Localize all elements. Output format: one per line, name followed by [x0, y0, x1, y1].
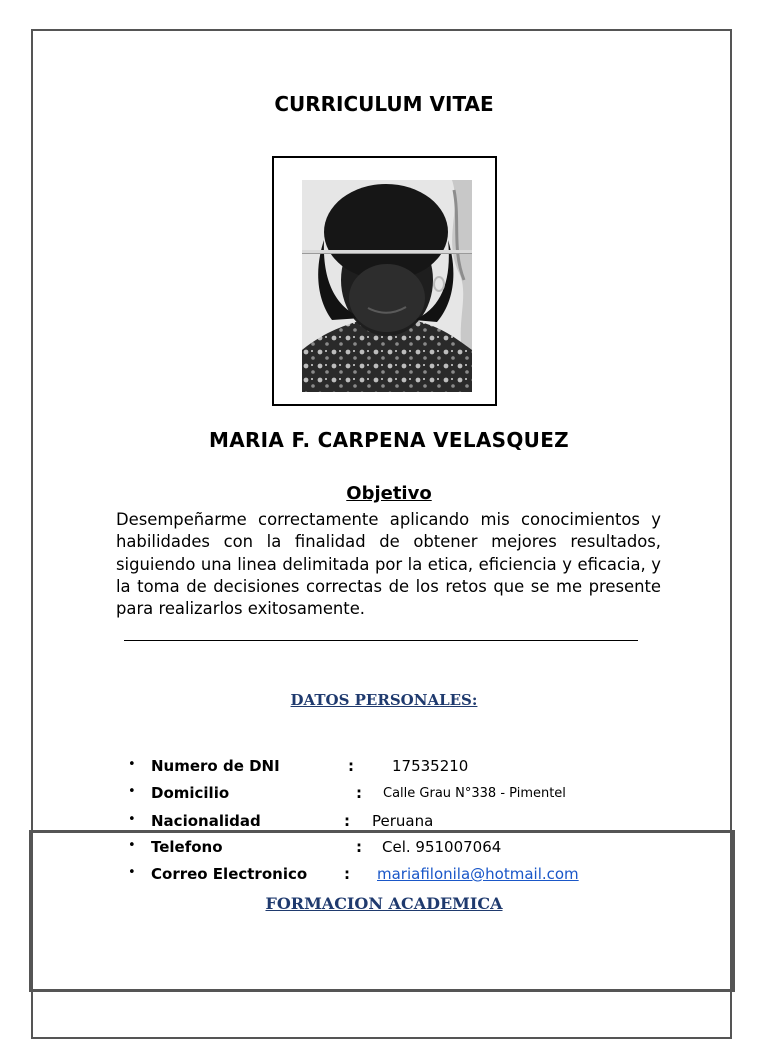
divider-line — [124, 640, 638, 641]
bullet-icon: • — [128, 812, 136, 827]
list-item-address — [0, 784, 768, 808]
dni-colon: : — [348, 757, 354, 775]
dni-label: Numero de DNI — [151, 757, 280, 775]
email-link[interactable]: mariafilonila@hotmail.com — [377, 865, 579, 883]
objective-heading: Objetivo — [346, 483, 432, 504]
bullet-icon: • — [128, 784, 136, 799]
dni-value: 17535210 — [392, 757, 469, 775]
email-label: Correo Electronico — [151, 865, 308, 883]
phone-label: Telefono — [151, 838, 223, 856]
phone-colon: : — [356, 838, 362, 856]
nationality-colon: : — [344, 812, 350, 830]
objective-text: Desempeñarme correctamente aplicando mis conocimientos y habilidades con la finalidad de obtener mejores resultados, siguiendo una linea delimitada por la etica, eficiencia y eficacia, y la toma de decisiones correctas de los retos que se me presente para realizarlos exitosamente. — [116, 510, 661, 619]
list-item-dni — [0, 757, 768, 781]
address-label: Domicilio — [151, 784, 230, 802]
profile-photo — [302, 180, 472, 392]
bullet-icon: • — [128, 865, 136, 880]
candidate-name: MARIA F. CARPENA VELASQUEZ — [209, 428, 569, 452]
address-value: Calle Grau N°338 - Pimentel — [383, 786, 566, 801]
bullet-icon: • — [128, 838, 136, 853]
academic-heading: FORMACION ACADEMICA — [265, 894, 503, 913]
address-colon: : — [356, 784, 362, 802]
phone-value: Cel. 951007064 — [382, 838, 502, 856]
nationality-label: Nacionalidad — [151, 812, 261, 830]
email-colon: : — [344, 865, 350, 883]
photo-frame — [272, 156, 497, 406]
personal-data-heading: DATOS PERSONALES: — [290, 691, 478, 709]
nationality-value: Peruana — [372, 812, 434, 830]
bullet-icon: • — [128, 757, 136, 772]
cv-title: CURRICULUM VITAE — [274, 92, 494, 116]
